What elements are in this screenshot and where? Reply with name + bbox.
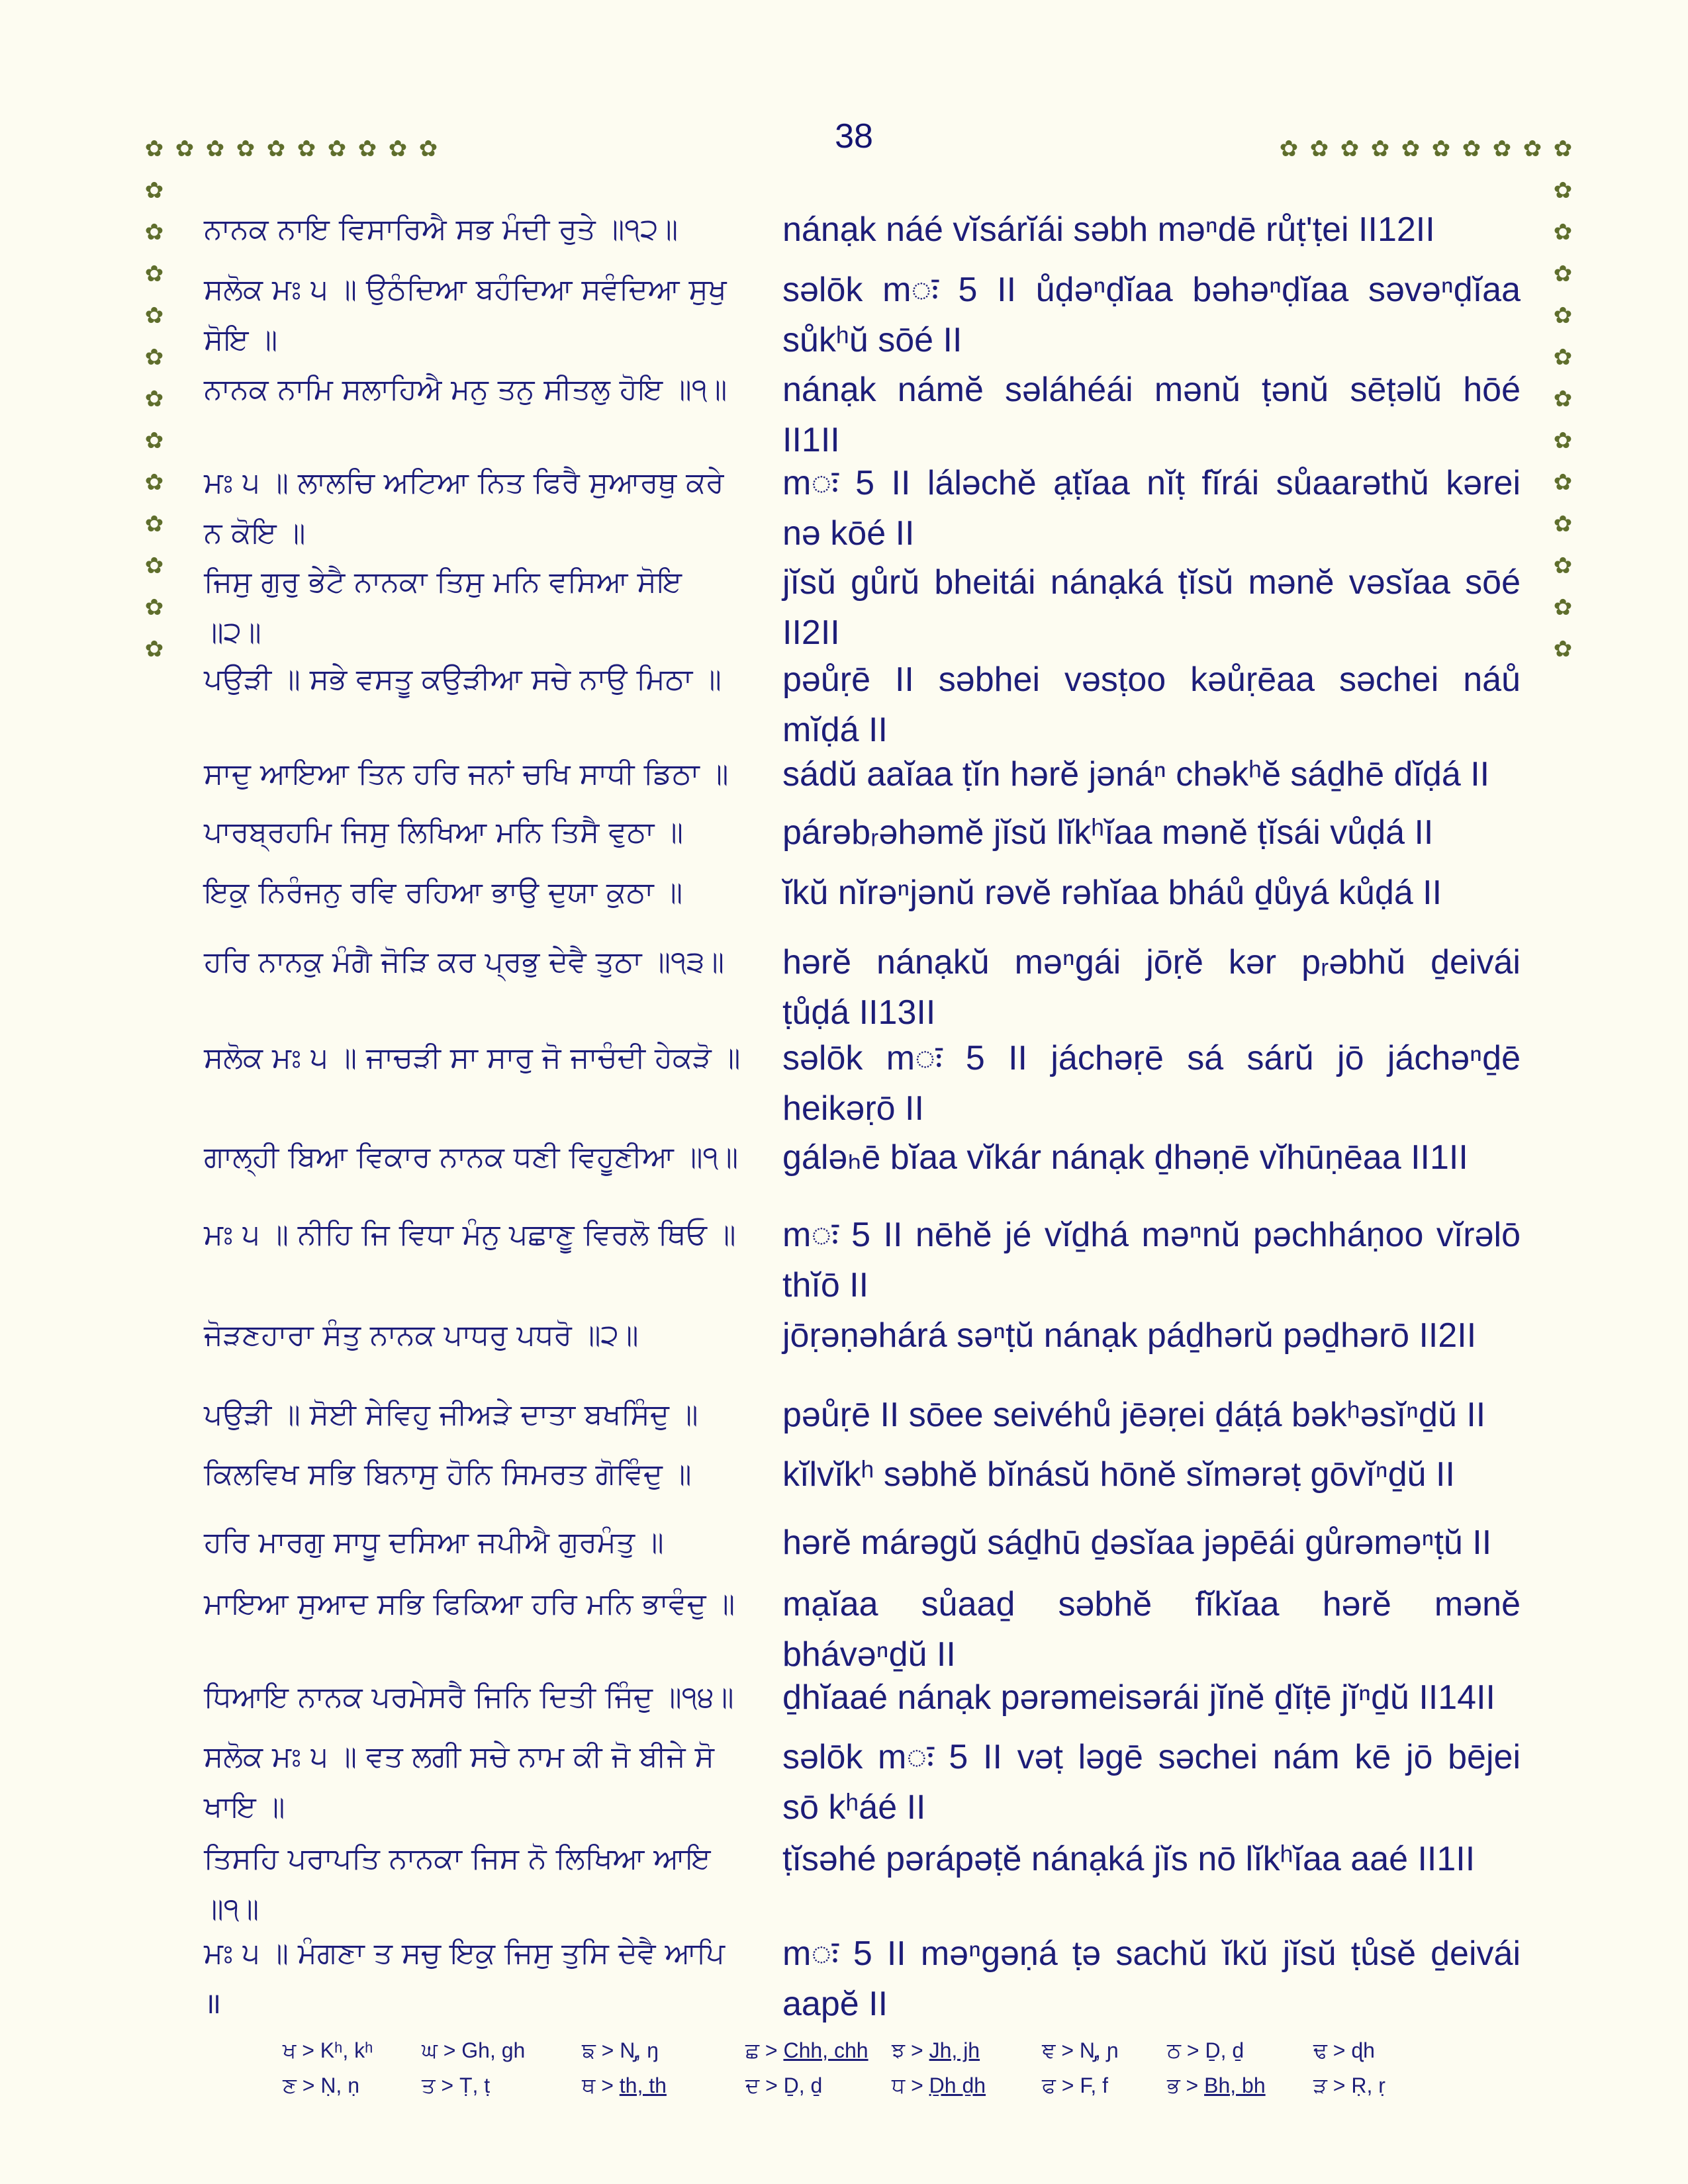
transliteration-line: ṭůḍá II13II	[782, 993, 936, 1032]
flower-icon: ✿	[1279, 136, 1299, 162]
transliteration-text	[782, 265, 1521, 365]
gurmukhi-line: ਧਿਆਇ ਨਾਨਕ ਪਰਮੇਸਰੈ ਜਿਨਿ ਦਿਤੀ ਜਿੰਦੁ ॥੧੪॥	[204, 1680, 734, 1714]
legend-key: ਙ	[582, 2038, 596, 2062]
transliteration-line: ṭĭsəhé pərápəṭĕ nánạká jĭs nō lĭkʰĭaa aaé II1II	[782, 1840, 1476, 1878]
legend-item	[745, 2073, 822, 2099]
legend-item	[1313, 2038, 1375, 2064]
flower-icon: ✿	[418, 136, 438, 162]
transliteration-text	[782, 749, 1521, 799]
flower-icon: ✿	[1553, 428, 1573, 454]
arrow-icon: >	[296, 2073, 321, 2097]
flower-icon: ✿	[1340, 136, 1360, 162]
gurmukhi-line: ਜੋੜਣਹਾਰਾ ਸੰਤੁ ਨਾਨਕ ਪਾਧਰੁ ਪਧਰੋ ॥੨॥	[204, 1318, 639, 1352]
gurmukhi-line: ਮਾਇਆ ਸੁਆਦ ਸਭਿ ਫਿਕਿਆ ਹਰਿ ਮਨਿ ਭਾਵੰਦੁ ॥	[204, 1587, 735, 1621]
transliteration-text	[782, 1033, 1521, 1134]
gurmukhi-text	[204, 807, 753, 858]
gurmukhi-text	[204, 1929, 753, 2029]
gurmukhi-text	[204, 1579, 753, 1629]
gurmukhi-text	[204, 1210, 753, 1260]
transliteration-line: sō kʰáé II	[782, 1788, 926, 1827]
gurmukhi-line: ਇਕੁ ਨਿਰੰਜਨੁ ਰਵਿ ਰਹਿਆ ਭਾਉ ਦੁਯਾ ਕੁਠਾ ॥	[204, 876, 683, 909]
legend-item	[422, 2038, 525, 2064]
gurmukhi-text	[204, 868, 753, 918]
transliteration-line: ĭkŭ nĭrəⁿjənŭ rəvĕ rəhĭaa bháů ḏůyá kůḍá II	[782, 874, 1442, 912]
legend-value: Chh, chh	[783, 2038, 868, 2062]
legend-value: N̡, ŋ	[620, 2038, 659, 2062]
transliteration-text	[782, 1732, 1521, 1833]
transliteration-text	[782, 557, 1521, 658]
transliteration-line: mः 5 II məⁿgəṇá ṭə sachŭ ĭkŭ jĭsŭ ṭůsĕ ḏeivái	[782, 1934, 1521, 1973]
flower-icon: ✿	[144, 136, 164, 162]
flower-icon: ✿	[1401, 136, 1421, 162]
flower-icon: ✿	[144, 261, 164, 287]
arrow-icon: >	[595, 2038, 620, 2062]
flower-icon: ✿	[1462, 136, 1481, 162]
flower-icon: ✿	[327, 136, 347, 162]
transliteration-text	[782, 1929, 1521, 2029]
transliteration-line: mĭḍá II	[782, 711, 888, 749]
transliteration-line: nánạk náé vĭsárĭái səbh məⁿdē růṭ'ṭei II12II	[782, 210, 1435, 249]
transliteration-line: ḏhĭaaé nánạk pərəmeisərái jĭnĕ ḏĭṭē jĭⁿḏŭ II14II	[782, 1678, 1495, 1717]
gurmukhi-line: ॥੨॥	[204, 615, 261, 649]
gurmukhi-line: ਪਾਰਬ੍ਰਹਮਿ ਜਿਸੁ ਲਿਖਿਆ ਮਨਿ ਤਿਸੈ ਵੁਠਾ ॥	[204, 815, 684, 849]
legend-key: ਭ	[1167, 2073, 1180, 2097]
transliteration-line: sůkʰŭ sōé II	[782, 321, 962, 359]
page-number: 38	[835, 117, 873, 156]
transliteration-line: sádŭ aaĭaa ṭĭn hərĕ jənáⁿ chəkʰĕ sáḏhē dĭḍá II	[782, 755, 1490, 794]
flower-icon: ✿	[1553, 511, 1573, 537]
gurmukhi-line: ਨਾਨਕ ਨਾਮਿ ਸਲਾਹਿਐ ਮਨੁ ਤਨੁ ਸੀਤਲੁ ਹੋਇ ॥੧॥	[204, 373, 727, 406]
legend-item	[1167, 2038, 1244, 2064]
transliteration-line: mः 5 II nēhĕ jé vĭḏhá məⁿnŭ pəchháṇoo vĭrəlō	[782, 1216, 1521, 1254]
transliteration-line: aapĕ II	[782, 1985, 888, 2023]
transliteration-text	[782, 1310, 1521, 1361]
transliteration-line: səlōk mः 5 II jáchəṛē sá sárŭ jō jáchəⁿḏē	[782, 1039, 1521, 1077]
legend-item	[582, 2073, 667, 2099]
legend-item	[892, 2038, 980, 2064]
transliteration-text	[782, 1449, 1521, 1500]
arrow-icon: >	[1181, 2038, 1205, 2062]
legend-key: ਧ	[892, 2073, 906, 2097]
arrow-icon: >	[1327, 2073, 1352, 2097]
transliteration-text	[782, 937, 1521, 1038]
flower-icon: ✿	[144, 469, 164, 496]
arrow-icon: >	[905, 2073, 929, 2097]
transliteration-line: II2II	[782, 614, 840, 652]
legend-value: Gh, gh	[461, 2038, 526, 2062]
flower-icon: ✿	[1553, 636, 1573, 662]
transliteration-line: II1II	[782, 421, 840, 459]
flower-icon: ✿	[1431, 136, 1451, 162]
transliteration-line: heikəṛō II	[782, 1089, 924, 1128]
flower-icon: ✿	[1370, 136, 1390, 162]
flower-icon: ✿	[236, 136, 256, 162]
arrow-icon: >	[1180, 2073, 1205, 2097]
flower-icon: ✿	[205, 136, 225, 162]
legend-key: ਣ	[283, 2073, 297, 2097]
legend-item	[1042, 2073, 1108, 2099]
gurmukhi-line: ਮਃ ੫ ॥ ਮੰਗਣਾ ਤ ਸਚੁ ਇਕੁ ਜਿਸੁ ਤੁਸਿ ਦੇਵੈ ਆਪਿ	[204, 1936, 725, 1970]
gurmukhi-line: ਨ ਕੋਇ ॥	[204, 516, 306, 550]
flower-icon: ✿	[1553, 553, 1573, 579]
legend-item	[745, 2038, 868, 2064]
transliteration-text	[782, 1579, 1521, 1680]
gurmukhi-text	[204, 1449, 753, 1500]
legend-key: ਛ	[745, 2038, 759, 2062]
legend-key: ਠ	[1167, 2038, 1182, 2062]
gurmukhi-text	[204, 1390, 753, 1440]
gurmukhi-text	[204, 1834, 753, 1934]
flower-icon: ✿	[144, 219, 164, 246]
gurmukhi-line: ਹਰਿ ਨਾਨਕੁ ਮੰਗੈ ਜੋੜਿ ਕਰ ਪ੍ਰਭੁ ਦੇਵੈ ਤੁਠਾ ॥੧੩॥	[204, 945, 724, 979]
arrow-icon: >	[437, 2038, 462, 2062]
flower-icon: ✿	[1553, 594, 1573, 621]
legend-value: Ṇ, ṇ	[320, 2073, 359, 2097]
gurmukhi-line: ਖਾਇ ॥	[204, 1790, 285, 1824]
arrow-icon: >	[1055, 2073, 1080, 2097]
legend-value: Bh, bh	[1204, 2073, 1266, 2097]
gurmukhi-line: ਗਾਲ੍ਹੀ ਬਿਆ ਵਿਕਾਰ ਨਾਨਕ ਧਣੀ ਵਿਹੂਣੀਆ ॥੧॥	[204, 1140, 739, 1174]
gurmukhi-text	[204, 557, 753, 658]
gurmukhi-line: ਸਲੋਕ ਮਃ ੫ ॥ ਉਠੰਦਿਆ ਬਹੰਦਿਆ ਸਵੰਦਿਆ ਸੁਖੁ	[204, 273, 727, 306]
gurmukhi-line: ਮਃ ੫ ॥ ਲਾਲਚਿ ਅਟਿਆ ਨਿਤ ਫਿਰੈ ਸੁਆਰਥੁ ਕਰੇ	[204, 466, 724, 500]
gurmukhi-line: ਸਲੋਕ ਮਃ ੫ ॥ ਵਤ ਲਗੀ ਸਚੇ ਨਾਮ ਕੀ ਜੋ ਬੀਜੇ ਸੋ	[204, 1740, 714, 1774]
gurmukhi-line: ਮਃ ੫ ॥ ਨੀਹਿ ਜਿ ਵਿਧਾ ਮੰਨੁ ਪਛਾਣੂ ਵਿਰਲੋ ਥਿਓ ॥	[204, 1218, 736, 1251]
transliteration-line: səlōk mः 5 II vəṭ ləgē səchei nám kē jō bējei	[782, 1738, 1521, 1776]
legend-item	[422, 2073, 490, 2099]
transliteration-line: hərĕ nánạkŭ məⁿgái jōṛĕ kər pᵣəbhŭ ḏeivái	[782, 943, 1521, 981]
flower-icon: ✿	[357, 136, 377, 162]
gurmukhi-line: ॥	[204, 1987, 222, 2021]
legend-key: ਝ	[892, 2038, 906, 2062]
transliteration-text	[782, 807, 1521, 858]
flower-icon: ✿	[1492, 136, 1512, 162]
gurmukhi-text	[204, 265, 753, 365]
flower-icon: ✿	[388, 136, 408, 162]
gurmukhi-text	[204, 365, 753, 415]
legend-item	[582, 2038, 659, 2064]
transliteration-text	[782, 458, 1521, 559]
flower-icon: ✿	[144, 386, 164, 412]
transliteration-line: səlōk mः 5 II ůḍəⁿḍĭaa bəhəⁿḍĭaa səvəⁿḍĭaa	[782, 271, 1521, 309]
flower-icon: ✿	[1553, 469, 1573, 496]
gurmukhi-text	[204, 205, 753, 255]
gurmukhi-line: ॥੧॥	[204, 1892, 259, 1926]
gurmukhi-line: ਸਲੋਕ ਮਃ ੫ ॥ ਜਾਚੜੀ ਸਾ ਸਾਰੁ ਜੋ ਜਾਚੰਦੀ ਹੇਕੜੋ ॥	[204, 1041, 741, 1075]
flower-icon: ✿	[1553, 386, 1573, 412]
legend-value: Kʰ, kʰ	[320, 2038, 373, 2062]
transliteration-text	[782, 1672, 1521, 1723]
gurmukhi-line: ਨਾਨਕ ਨਾਇ ਵਿਸਾਰਿਐ ਸਭ ਮੰਦੀ ਰੁਤੇ ॥੧੨॥	[204, 212, 679, 246]
gurmukhi-line: ਸਾਦੁ ਆਇਆ ਤਿਨ ਹਰਿ ਜਨਾਂ ਚਖਿ ਸਾਧੀ ਡਿਠਾ ॥	[204, 757, 729, 791]
flower-icon: ✿	[1553, 302, 1573, 329]
flower-icon: ✿	[144, 553, 164, 579]
legend-value: Ḏh ḏh	[929, 2073, 986, 2097]
flower-icon: ✿	[144, 594, 164, 621]
transliteration-line: nánạk námĕ səláhéái mənŭ ṭənŭ sēṭəlŭ hōé	[782, 371, 1521, 409]
transliteration-text	[782, 655, 1521, 755]
flower-icon: ✿	[144, 428, 164, 454]
transliteration-line: bhávəⁿḏŭ II	[782, 1635, 956, 1674]
legend-key: ਘ	[422, 2038, 438, 2062]
legend-key: ਫ	[1042, 2073, 1056, 2097]
flower-icon: ✿	[144, 344, 164, 371]
gurmukhi-text	[204, 749, 753, 799]
transliteration-line: kĭlvĭkʰ səbhĕ bĭnásŭ hōnĕ sĭmərəṭ gōvĭⁿḏŭ II	[782, 1455, 1455, 1494]
flower-icon: ✿	[144, 511, 164, 537]
arrow-icon: >	[435, 2073, 459, 2097]
legend-item	[283, 2038, 373, 2064]
gurmukhi-line: ਕਿਲਵਿਖ ਸਭਿ ਬਿਨਾਸੁ ਹੋਨਿ ਸਿਮਰਤ ਗੋਵਿੰਦੁ ॥	[204, 1457, 692, 1491]
gurmukhi-text	[204, 655, 753, 705]
gurmukhi-text	[204, 1518, 753, 1568]
flower-icon: ✿	[266, 136, 286, 162]
legend-value: Jh, jh	[929, 2038, 980, 2062]
transliteration-line: pəůṛē II səbhei vəsṭoo kəůṛēaa səchei náů	[782, 660, 1521, 699]
transliteration-text	[782, 868, 1521, 918]
transliteration-text	[782, 205, 1521, 255]
legend-value: Ḏ, ḏ	[1205, 2038, 1244, 2062]
gurmukhi-line: ਹਰਿ ਮਾਰਗੁ ਸਾਧੂ ਦਸਿਆ ਜਪੀਐ ਗੁਰਮੰਤੁ ॥	[204, 1525, 664, 1559]
transliteration-text	[782, 1834, 1521, 1884]
flower-icon: ✿	[144, 636, 164, 662]
legend-value: Ṛ, ṛ	[1351, 2073, 1385, 2097]
arrow-icon: >	[595, 2073, 620, 2097]
gurmukhi-text	[204, 1033, 753, 1083]
gurmukhi-line: ਪਉੜੀ ॥ ਸੋਈ ਸੇਵਿਹੁ ਜੀਅੜੇ ਦਾਤਾ ਬਖਸਿੰਦੁ ॥	[204, 1398, 698, 1432]
flower-icon: ✿	[175, 136, 195, 162]
flower-icon: ✿	[1553, 344, 1573, 371]
legend-value: Ḏ, ḏ	[783, 2073, 823, 2097]
flower-icon: ✿	[1553, 261, 1573, 287]
flower-icon: ✿	[144, 177, 164, 204]
transliteration-line: hərĕ márəgŭ sáḏhū ḏəsĭaa jəpēái gůrəməⁿṭŭ II	[782, 1524, 1492, 1562]
legend-item	[1167, 2073, 1266, 2099]
legend-key: ਞ	[1042, 2038, 1056, 2062]
arrow-icon: >	[905, 2038, 929, 2062]
legend-key: ੜ	[1313, 2073, 1327, 2097]
gurmukhi-text	[204, 458, 753, 559]
flower-icon: ✿	[1553, 177, 1573, 204]
flower-icon: ✿	[1309, 136, 1329, 162]
legend-key: ਖ	[283, 2038, 297, 2062]
transliteration-line: nə kōé II	[782, 514, 915, 553]
legend-key: ਢ	[1313, 2038, 1327, 2062]
legend-item	[283, 2073, 359, 2099]
gurmukhi-text	[204, 1672, 753, 1723]
legend-key: ਥ	[582, 2073, 596, 2097]
transliteration-line: jĭsŭ gůrŭ bheitái nánạká ṭĭsŭ mənĕ vəsĭaa sōé	[782, 563, 1521, 602]
legend-value: ɖh	[1351, 2038, 1375, 2062]
legend-value: F, f	[1080, 2073, 1109, 2097]
gurmukhi-text	[204, 937, 753, 987]
transliteration-line: jōṛəṇəhárá səⁿṭŭ nánạk páḏhərŭ pəḏhərō II2II	[782, 1316, 1477, 1355]
gurmukhi-text	[204, 1310, 753, 1361]
arrow-icon: >	[1055, 2038, 1080, 2062]
arrow-icon: >	[296, 2038, 320, 2062]
legend-value: th, th	[619, 2073, 667, 2097]
legend-key: ਦ	[745, 2073, 760, 2097]
legend-item	[1042, 2038, 1119, 2064]
gurmukhi-text	[204, 1732, 753, 1833]
transliteration-text	[782, 1132, 1521, 1183]
arrow-icon: >	[1327, 2038, 1352, 2062]
legend-value: N̡, ɲ	[1079, 2038, 1119, 2062]
legend-value: Ṭ, ṭ	[459, 2073, 491, 2097]
transliteration-line: párəbᵣəhəmĕ jĭsŭ lĭkʰĭaa mənĕ ṭĭsái vůḍá II	[782, 813, 1434, 852]
gurmukhi-line: ਸੋਇ ॥	[204, 323, 278, 357]
transliteration-text	[782, 1518, 1521, 1568]
gurmukhi-text	[204, 1132, 753, 1183]
transliteration-text	[782, 1390, 1521, 1440]
flower-icon: ✿	[1523, 136, 1542, 162]
transliteration-line: mः 5 II láləchĕ ạṭĭaa nĭṭ fĭrái sůaarəthŭ kərei	[782, 464, 1521, 502]
flower-icon: ✿	[144, 302, 164, 329]
transliteration-text	[782, 1210, 1521, 1310]
transliteration-text	[782, 365, 1521, 465]
transliteration-line: gáləₕē bĭaa vĭkár nánạk ḏhəṇē vĭhūṇēaa II1II	[782, 1138, 1468, 1177]
gurmukhi-line: ਜਿਸੁ ਗੁਰੁ ਭੇਟੈ ਨਾਨਕਾ ਤਿਸੁ ਮਨਿ ਵਸਿਆ ਸੋਇ	[204, 565, 682, 599]
arrow-icon: >	[759, 2073, 784, 2097]
gurmukhi-line: ਤਿਸਹਿ ਪਰਾਪਤਿ ਨਾਨਕਾ ਜਿਸ ਨੋ ਲਿਖਿਆ ਆਇ	[204, 1842, 711, 1876]
transliteration-line: mạĭaa sůaaḏ səbhĕ fĭkĭaa hərĕ mənĕ	[782, 1585, 1521, 1623]
transliteration-line: thĭō II	[782, 1266, 869, 1304]
flower-icon: ✿	[297, 136, 316, 162]
flower-icon: ✿	[1553, 136, 1573, 162]
legend-item	[1313, 2073, 1385, 2099]
legend-key: ਤ	[422, 2073, 436, 2097]
gurmukhi-line: ਪਉੜੀ ॥ ਸਭੇ ਵਸਤੂ ਕਉੜੀਆ ਸਚੇ ਨਾਉ ਮਿਠਾ ॥	[204, 662, 722, 696]
legend-item	[892, 2073, 986, 2099]
arrow-icon: >	[759, 2038, 784, 2062]
transliteration-line: pəůṛē II sōee seivéhů jēəṛei ḏáṭá bəkʰəsĭⁿḏŭ II	[782, 1396, 1486, 1434]
flower-icon: ✿	[1553, 219, 1573, 246]
